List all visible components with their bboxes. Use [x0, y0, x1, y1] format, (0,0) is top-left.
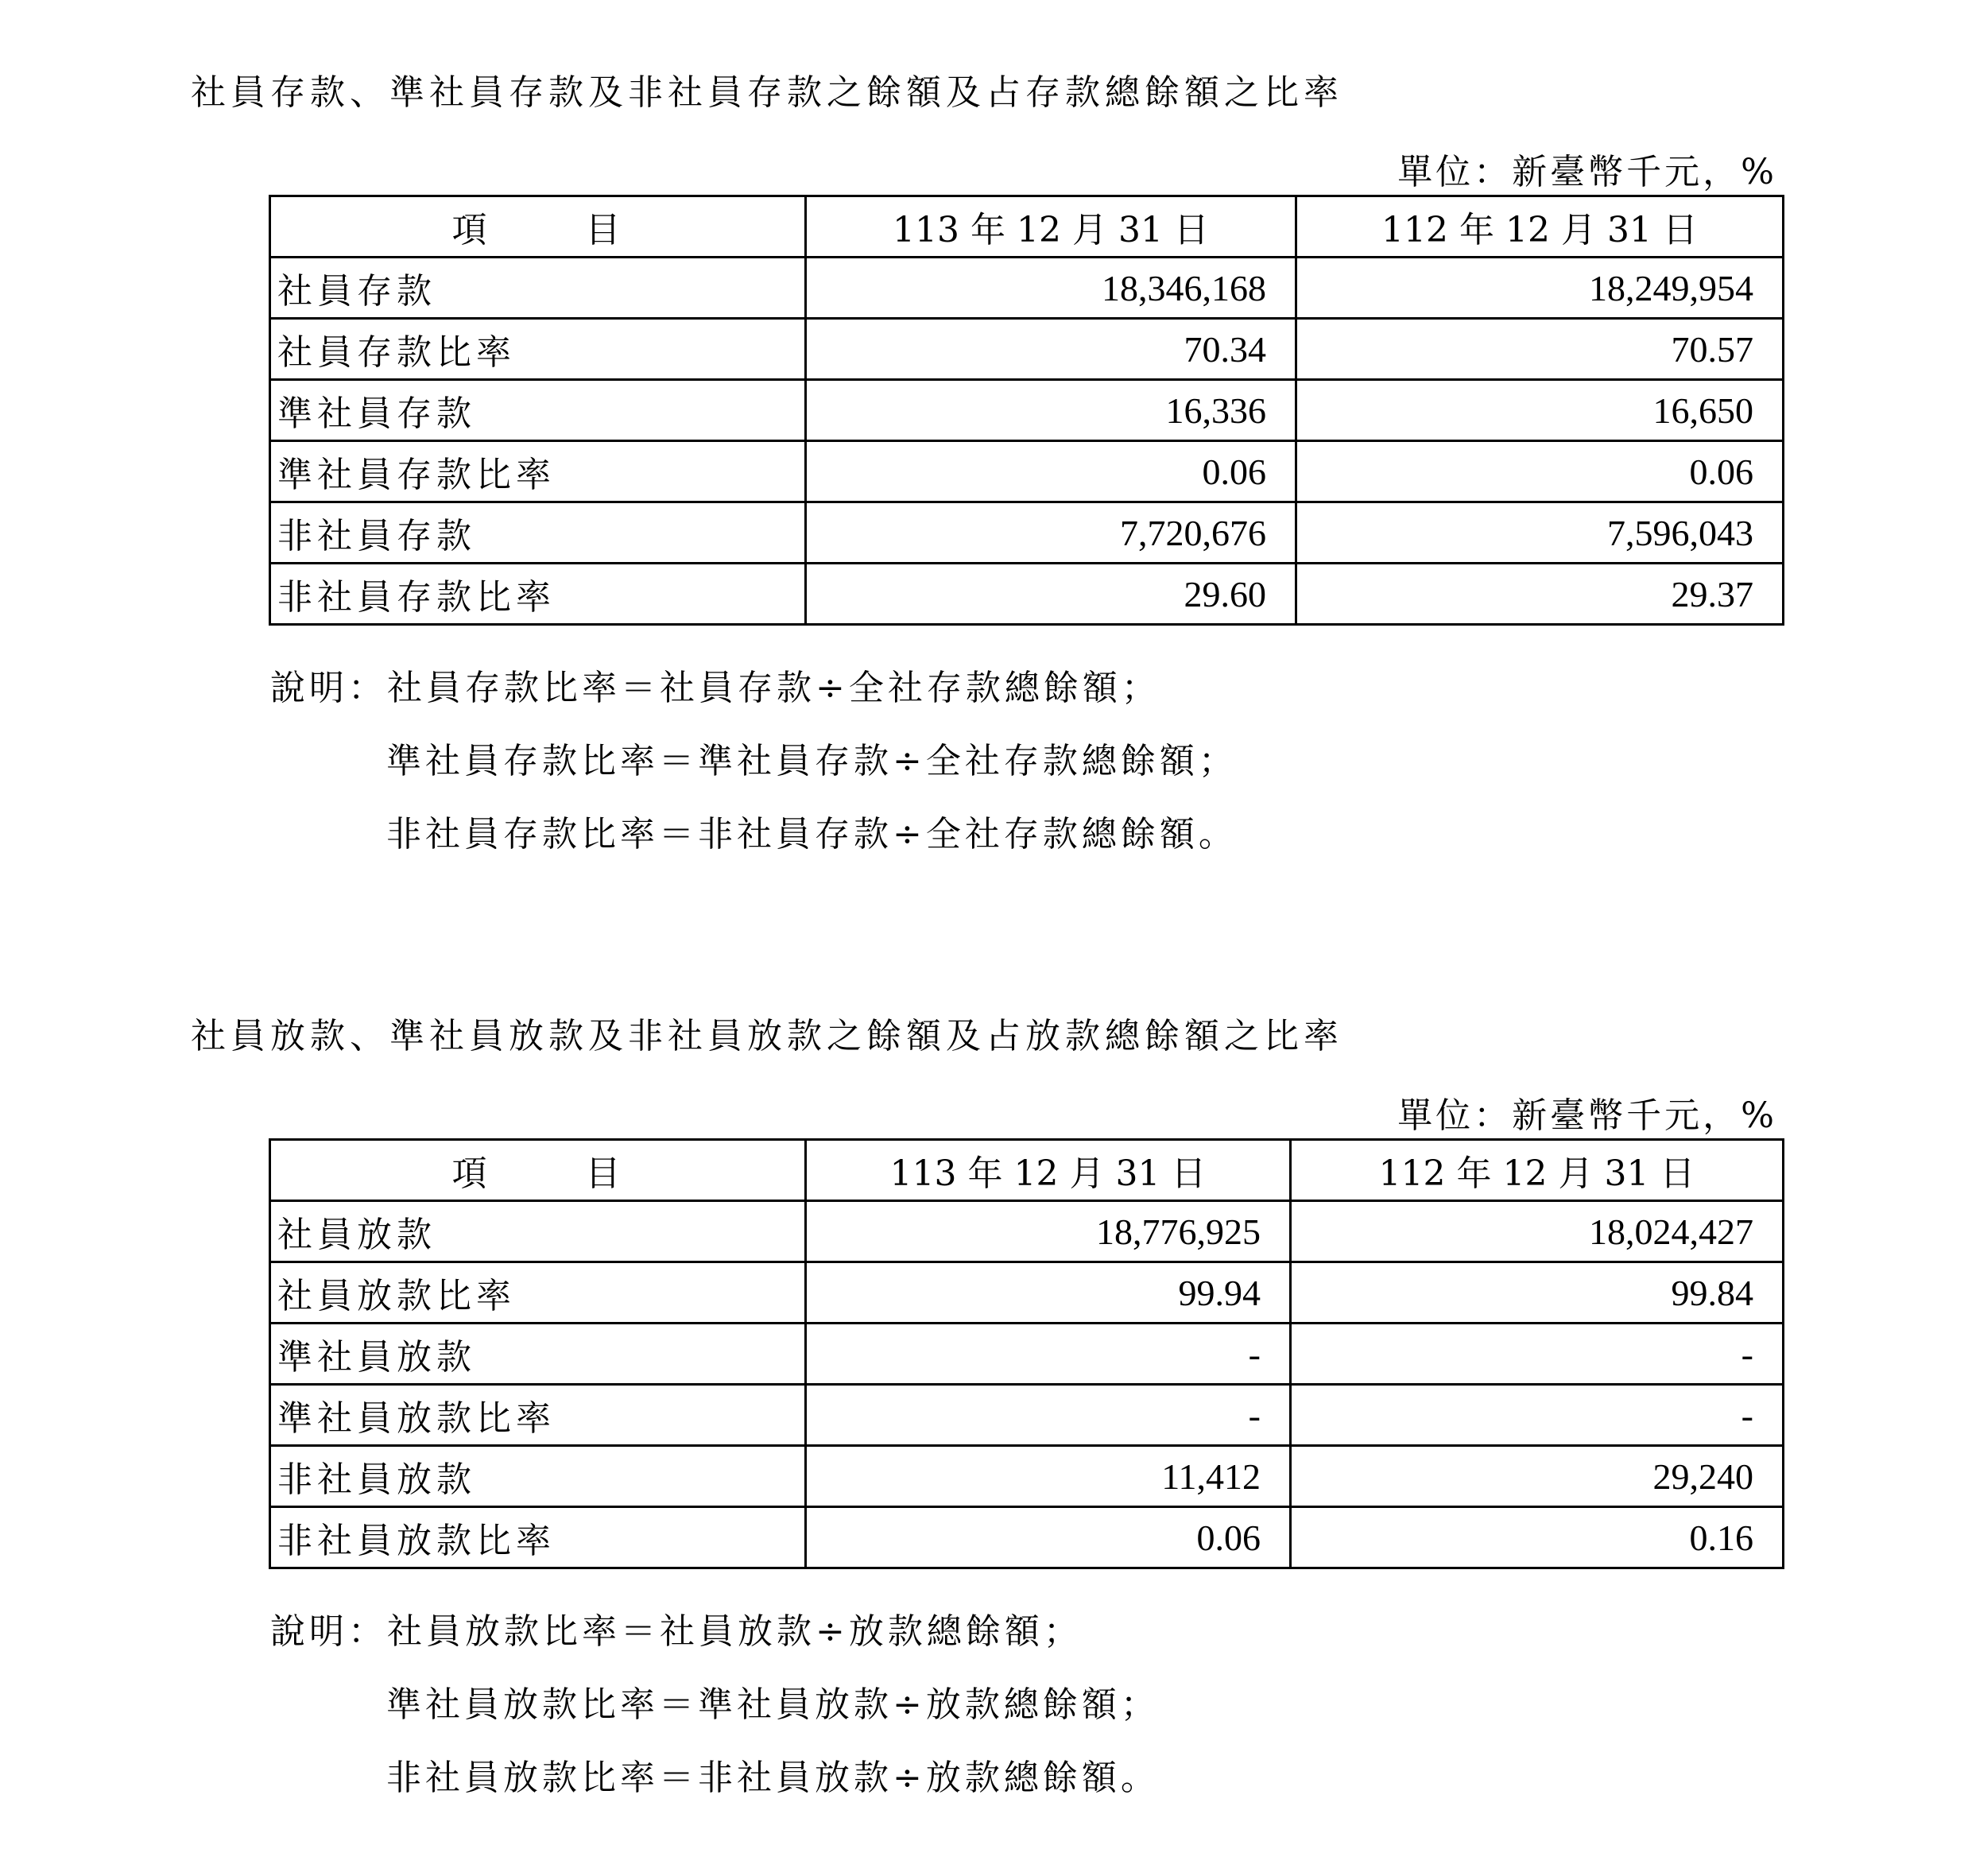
note-line: 說明：社員存款比率＝社員存款÷全社存款總餘額； [270, 668, 1160, 708]
table-row [270, 1446, 1784, 1507]
header-col-113: 113 年 12 月 31 日 [806, 196, 1296, 258]
value-112: 16,650 [1296, 380, 1784, 441]
value-112: 29.37 [1296, 564, 1784, 625]
deposits-title: 社員存款、準社員存款及非社員存款之餘額及占存款總餘額之比率 [191, 72, 1343, 113]
table-row [270, 319, 1784, 380]
loans-notes [270, 1595, 1160, 1815]
value-113: 18,776,925 [806, 1201, 1291, 1262]
row-label: 非社員存款比率 [270, 564, 806, 625]
header-item-b: 目 [585, 1153, 624, 1194]
note-line: 說明：社員放款比率＝社員放款÷放款總餘額； [270, 1611, 1083, 1652]
row-label: 社員放款 [270, 1201, 806, 1262]
deposits-table [269, 195, 1784, 626]
header-col-112: 112 年 12 月 31 日 [1296, 196, 1784, 258]
row-label: 非社員放款 [270, 1446, 806, 1507]
table-row [270, 502, 1784, 564]
value-113: 0.06 [806, 441, 1296, 502]
deposits-unit: 單位：新臺幣千元，% [1397, 152, 1777, 192]
loans-title: 社員放款、準社員放款及非社員放款之餘額及占放款總餘額之比率 [191, 1016, 1343, 1056]
note-line: 非社員放款比率＝非社員放款÷放款總餘額。 [386, 1758, 1160, 1798]
row-label: 準社員放款比率 [270, 1385, 806, 1446]
row-label: 準社員存款比率 [270, 441, 806, 502]
table-row [270, 1201, 1784, 1262]
value-112: 18,024,427 [1291, 1201, 1784, 1262]
row-label: 非社員存款 [270, 502, 806, 564]
value-112: 7,596,043 [1296, 502, 1784, 564]
value-112: - [1291, 1385, 1784, 1446]
table-row [270, 1324, 1784, 1385]
header-item-a: 項 [451, 1153, 490, 1194]
value-113: 70.34 [806, 319, 1296, 380]
value-112: 70.57 [1296, 319, 1784, 380]
row-label: 準社員存款 [270, 380, 806, 441]
header-item [270, 1140, 806, 1201]
value-112: - [1291, 1324, 1784, 1385]
row-label: 社員放款比率 [270, 1262, 806, 1324]
note-line: 準社員存款比率＝準社員存款÷全社存款總餘額； [386, 741, 1238, 781]
value-113: 7,720,676 [806, 502, 1296, 564]
note-line: 非社員存款比率＝非社員存款÷全社存款總餘額。 [386, 814, 1238, 855]
table-row [270, 564, 1784, 625]
value-113: - [806, 1324, 1291, 1385]
header-col-112: 112 年 12 月 31 日 [1291, 1140, 1784, 1201]
table-header-row [270, 196, 1784, 258]
value-113: 16,336 [806, 380, 1296, 441]
header-col-113: 113 年 12 月 31 日 [806, 1140, 1291, 1201]
value-112: 0.06 [1296, 441, 1784, 502]
header-item [270, 196, 806, 258]
row-label: 社員存款 [270, 258, 806, 319]
table-row [270, 380, 1784, 441]
value-112: 0.16 [1291, 1507, 1784, 1568]
table-header-row [270, 1140, 1784, 1201]
value-112: 18,249,954 [1296, 258, 1784, 319]
loans-unit: 單位：新臺幣千元，% [1397, 1095, 1777, 1136]
value-112: 29,240 [1291, 1446, 1784, 1507]
value-113: 11,412 [806, 1446, 1291, 1507]
value-113: - [806, 1385, 1291, 1446]
row-label: 非社員放款比率 [270, 1507, 806, 1568]
table-row [270, 441, 1784, 502]
table-row [270, 258, 1784, 319]
deposits-notes [270, 652, 1238, 871]
table-row [270, 1262, 1784, 1324]
value-113: 18,346,168 [806, 258, 1296, 319]
note-line: 準社員放款比率＝準社員放款÷放款總餘額； [386, 1684, 1160, 1725]
value-113: 29.60 [806, 564, 1296, 625]
table-row [270, 1507, 1784, 1568]
row-label: 準社員放款 [270, 1324, 806, 1385]
value-112: 99.84 [1291, 1262, 1784, 1324]
row-label: 社員存款比率 [270, 319, 806, 380]
loans-table [269, 1138, 1784, 1569]
value-113: 99.94 [806, 1262, 1291, 1324]
header-item-a: 項 [451, 210, 490, 250]
value-113: 0.06 [806, 1507, 1291, 1568]
table-row [270, 1385, 1784, 1446]
header-item-b: 目 [585, 210, 624, 250]
